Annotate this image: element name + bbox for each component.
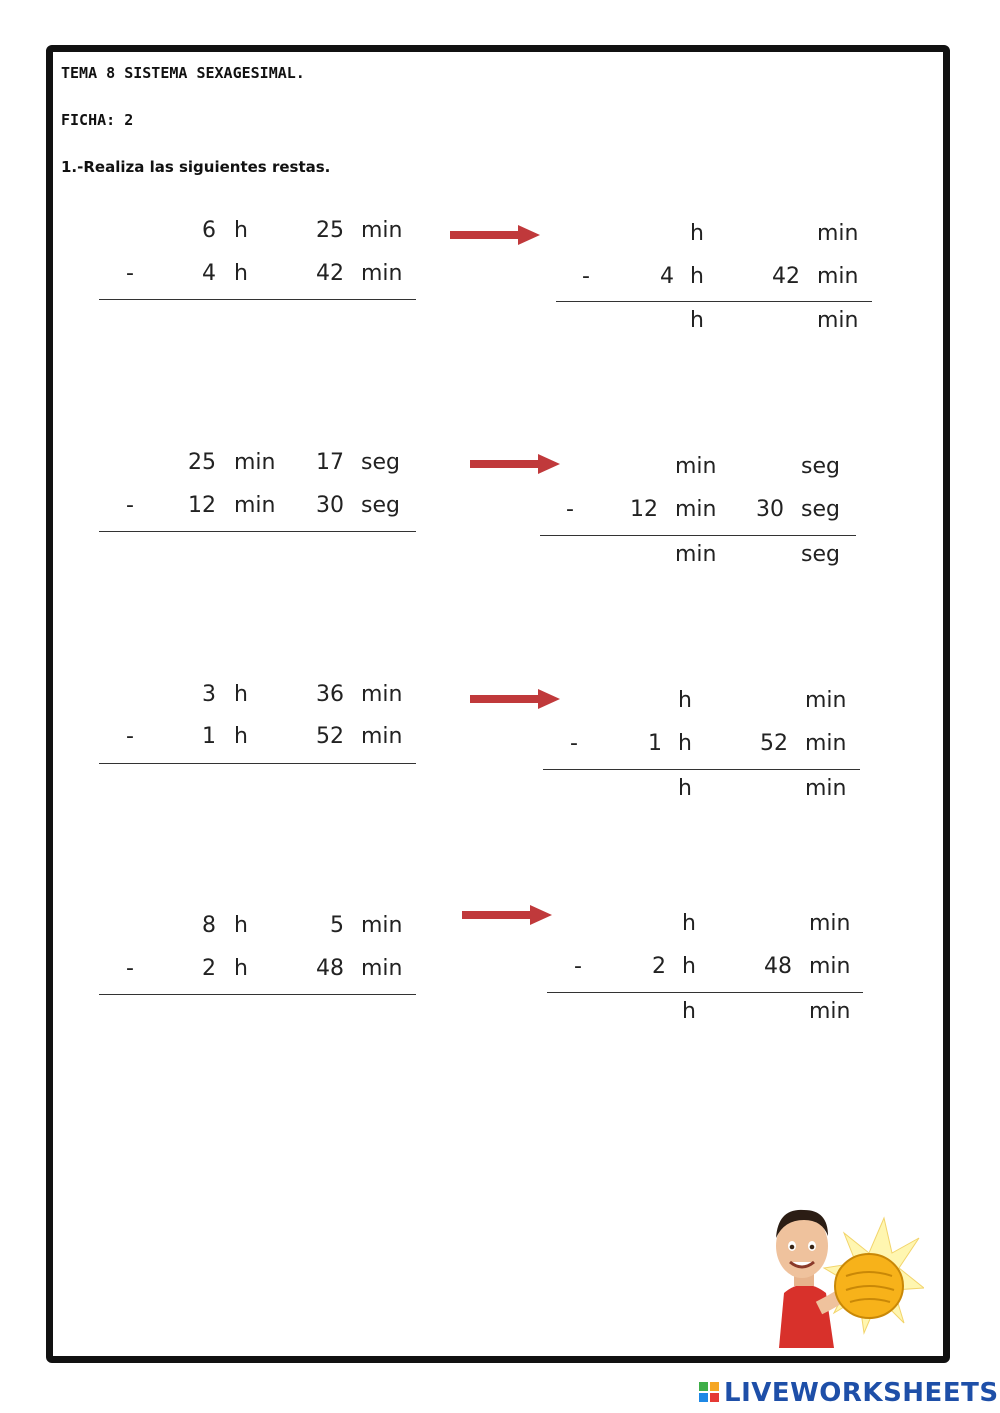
- top-value-1: 25: [188, 450, 216, 475]
- unit-label: min: [809, 999, 851, 1024]
- unit-label: min: [361, 261, 403, 286]
- bottom-value-1: 2: [652, 954, 666, 979]
- bottom-value-1: 4: [660, 264, 674, 289]
- unit-label: min: [675, 497, 717, 522]
- bottom-value-2: 52: [316, 724, 344, 749]
- unit-label: min: [361, 913, 403, 938]
- unit-label: min: [817, 308, 859, 333]
- bottom-value-2: 48: [764, 954, 792, 979]
- avatar-punch-illustration: [764, 1198, 924, 1348]
- answer-input-top-1[interactable]: [638, 219, 684, 249]
- unit-label: min: [234, 493, 276, 518]
- answer-input-top-1[interactable]: [622, 452, 668, 482]
- unit-label: h: [678, 731, 692, 756]
- right-arrow-icon: [462, 904, 552, 926]
- unit-label: min: [817, 221, 859, 246]
- sum-line: [547, 992, 863, 993]
- unit-label: min: [361, 956, 403, 981]
- top-value-2: 17: [316, 450, 344, 475]
- unit-label: h: [234, 218, 248, 243]
- minus-sign: -: [582, 264, 590, 289]
- unit-label: h: [234, 682, 248, 707]
- unit-label: seg: [801, 454, 840, 479]
- right-arrow-icon: [470, 688, 560, 710]
- unit-label: min: [809, 954, 851, 979]
- bottom-value-1: 1: [648, 731, 662, 756]
- minus-sign: -: [574, 954, 582, 979]
- answer-input-top-2[interactable]: [760, 219, 806, 249]
- unit-label: min: [805, 688, 847, 713]
- top-value-2: 5: [330, 913, 344, 938]
- sum-line: [99, 531, 416, 532]
- bottom-value-2: 48: [316, 956, 344, 981]
- right-arrow-icon: [450, 224, 540, 246]
- unit-label: h: [234, 913, 248, 938]
- unit-label: h: [690, 221, 704, 246]
- sum-line: [543, 769, 860, 770]
- bottom-value-2: 42: [316, 261, 344, 286]
- sum-line: [99, 994, 416, 995]
- result-input-2[interactable]: [748, 774, 794, 804]
- unit-label: h: [682, 954, 696, 979]
- result-input-1[interactable]: [630, 997, 676, 1027]
- minus-sign: -: [126, 724, 134, 749]
- brand-logo: [698, 1378, 999, 1408]
- answer-input-top-2[interactable]: [748, 686, 794, 716]
- unit-label: min: [805, 731, 847, 756]
- brand-name: LIVEWORKSHEETS: [724, 1378, 999, 1408]
- unit-label: h: [690, 308, 704, 333]
- unit-label: min: [675, 454, 717, 479]
- result-input-1[interactable]: [626, 774, 672, 804]
- answer-input-top-2[interactable]: [752, 909, 798, 939]
- top-value-1: 8: [202, 913, 216, 938]
- bottom-value-2: 42: [772, 264, 800, 289]
- top-value-2: 36: [316, 682, 344, 707]
- top-value-1: 6: [202, 218, 216, 243]
- answer-input-top-2[interactable]: [748, 452, 794, 482]
- result-input-2[interactable]: [748, 540, 794, 570]
- sheet-number: FICHA: 2: [61, 111, 134, 129]
- minus-sign: -: [126, 956, 134, 981]
- result-input-1[interactable]: [638, 306, 684, 336]
- sum-line: [540, 535, 856, 536]
- unit-label: min: [809, 911, 851, 936]
- unit-label: h: [234, 956, 248, 981]
- unit-label: h: [234, 724, 248, 749]
- minus-sign: -: [570, 731, 578, 756]
- instruction-text: 1.-Realiza las siguientes restas.: [61, 158, 331, 176]
- unit-label: min: [817, 264, 859, 289]
- worksheet-title: TEMA 8 SISTEMA SEXAGESIMAL.: [61, 64, 305, 82]
- unit-label: min: [805, 776, 847, 801]
- unit-label: seg: [801, 497, 840, 522]
- sum-line: [99, 763, 416, 764]
- bottom-value-2: 30: [316, 493, 344, 518]
- unit-label: h: [682, 911, 696, 936]
- minus-sign: -: [126, 261, 134, 286]
- unit-label: min: [234, 450, 276, 475]
- bottom-value-1: 12: [630, 497, 658, 522]
- minus-sign: -: [126, 493, 134, 518]
- right-arrow-icon: [470, 453, 560, 475]
- unit-label: seg: [361, 493, 400, 518]
- result-input-1[interactable]: [622, 540, 668, 570]
- result-input-2[interactable]: [752, 997, 798, 1027]
- answer-input-top-1[interactable]: [630, 909, 676, 939]
- top-value-1: 3: [202, 682, 216, 707]
- bottom-value-1: 12: [188, 493, 216, 518]
- unit-label: h: [682, 999, 696, 1024]
- unit-label: seg: [361, 450, 400, 475]
- brand-mark-icon: [698, 1381, 720, 1403]
- result-input-2[interactable]: [760, 306, 806, 336]
- unit-label: min: [675, 542, 717, 567]
- sum-line: [556, 301, 872, 302]
- top-value-2: 25: [316, 218, 344, 243]
- unit-label: min: [361, 724, 403, 749]
- unit-label: min: [361, 682, 403, 707]
- answer-input-top-1[interactable]: [626, 686, 672, 716]
- bottom-value-2: 52: [760, 731, 788, 756]
- minus-sign: -: [566, 497, 574, 522]
- unit-label: min: [361, 218, 403, 243]
- unit-label: h: [690, 264, 704, 289]
- unit-label: h: [234, 261, 248, 286]
- unit-label: h: [678, 688, 692, 713]
- bottom-value-2: 30: [756, 497, 784, 522]
- sum-line: [99, 299, 416, 300]
- unit-label: h: [678, 776, 692, 801]
- unit-label: seg: [801, 542, 840, 567]
- bottom-value-1: 2: [202, 956, 216, 981]
- bottom-value-1: 1: [202, 724, 216, 749]
- bottom-value-1: 4: [202, 261, 216, 286]
